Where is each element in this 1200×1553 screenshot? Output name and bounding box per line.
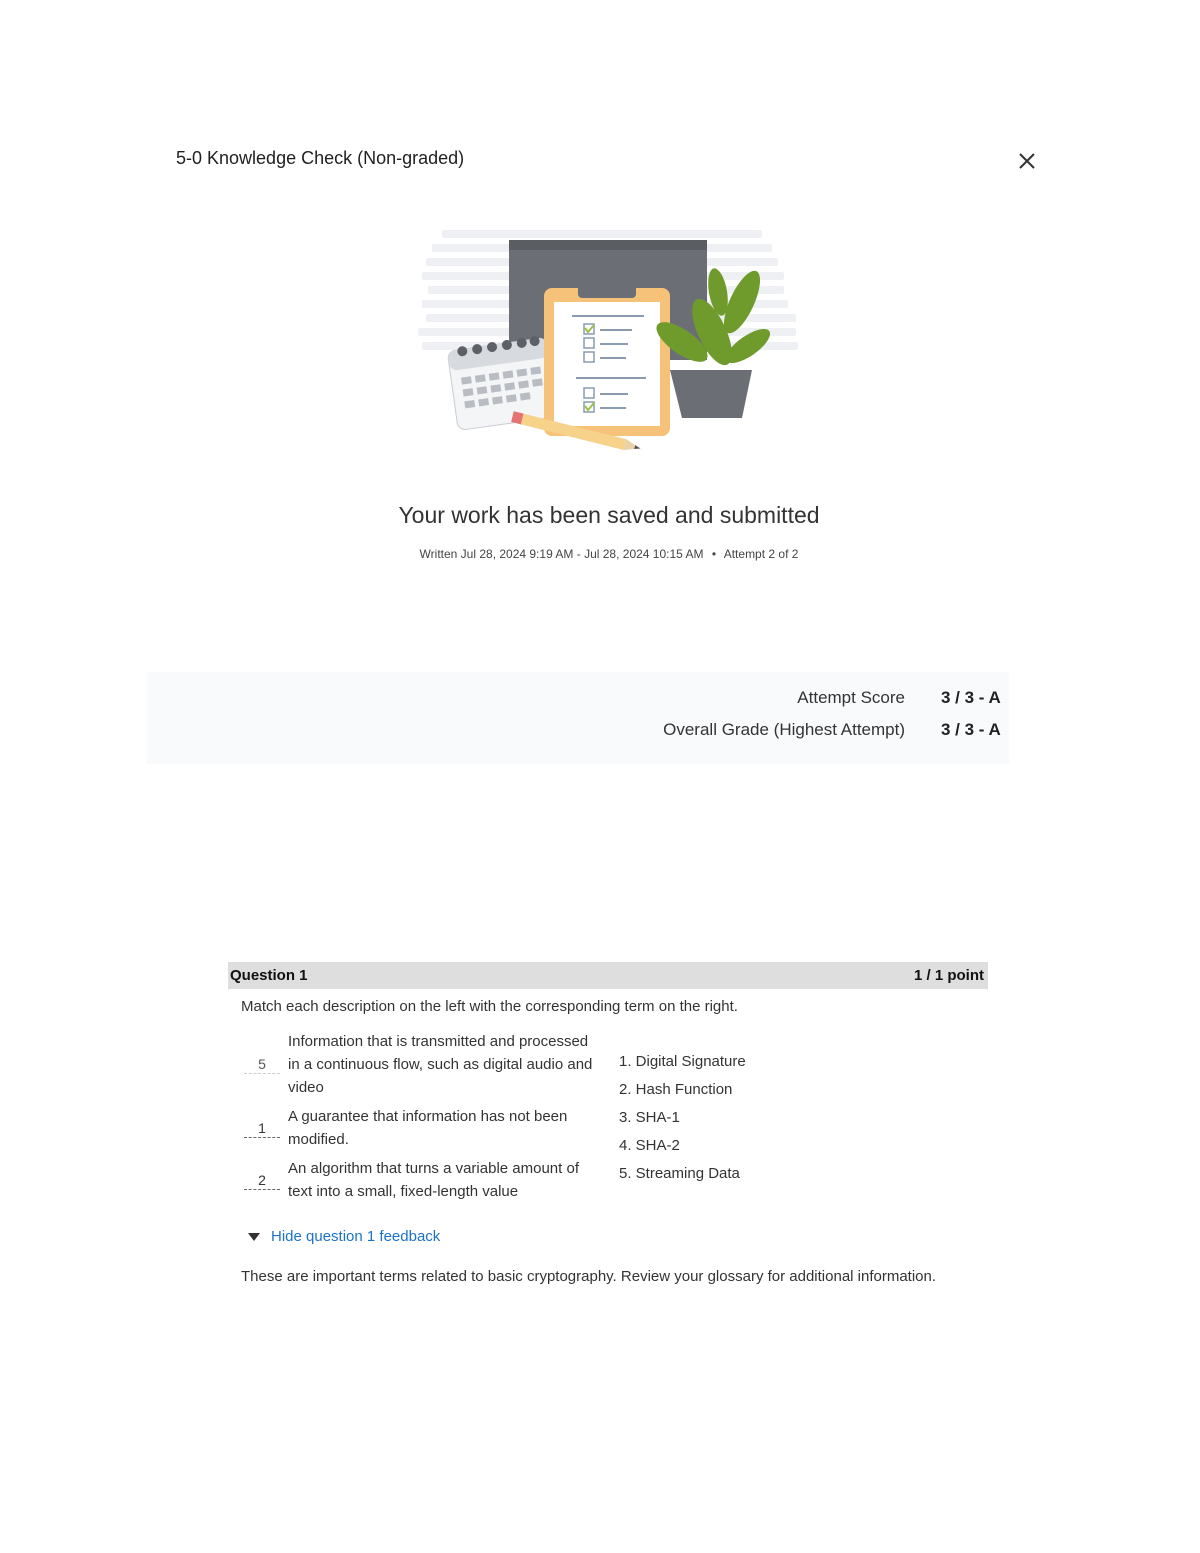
match-descriptions: [244, 1030, 604, 1209]
question-feedback: These are important terms related to basic cryptography. Review your glossary for additional information.: [241, 1268, 937, 1285]
attempt-score-label: Attempt Score: [797, 688, 905, 707]
match-description: A guarantee that information has not been modified.: [288, 1108, 568, 1148]
match-term: 5. Streaming Data: [619, 1165, 740, 1182]
overall-grade-value: 3 / 3 - A: [941, 720, 1001, 739]
hide-feedback-toggle[interactable]: [247, 1228, 440, 1245]
match-term: 4. SHA-2: [619, 1137, 680, 1154]
question-points: 1 / 1 point: [913, 967, 984, 984]
match-term: 2. Hash Function: [619, 1081, 733, 1098]
overall-grade-row: [663, 720, 1009, 740]
match-answer: 1: [244, 1119, 280, 1138]
overall-grade-label: Overall Grade (Highest Attempt): [663, 720, 905, 739]
match-terms: [619, 1048, 746, 1188]
match-item: [244, 1105, 604, 1151]
attempt-count: Attempt 2 of 2: [723, 547, 799, 561]
score-panel: [147, 672, 1009, 764]
submission-meta: [0, 547, 1200, 561]
close-button[interactable]: [1014, 148, 1040, 174]
attempt-score-value: 3 / 3 - A: [941, 688, 1001, 707]
hide-feedback-link[interactable]: Hide question 1 feedback: [271, 1228, 441, 1245]
written-timestamp: Written Jul 28, 2024 9:19 AM - Jul 28, 2024 10:15 AM: [419, 547, 704, 561]
match-answer: 2: [244, 1171, 280, 1190]
close-icon: [1014, 148, 1040, 174]
submission-headline: Your work has been saved and submitted: [398, 502, 820, 528]
attempt-score-row: [797, 688, 1009, 708]
match-term: 1. Digital Signature: [619, 1053, 746, 1070]
clipboard-checklist-illustration: [412, 222, 802, 463]
match-item: [244, 1157, 604, 1203]
match-item: [244, 1030, 604, 1099]
question-prompt: Match each description on the left with the corresponding term on the right.: [241, 998, 738, 1015]
match-term: 3. SHA-1: [619, 1109, 680, 1126]
question-title: Question 1: [230, 967, 308, 984]
match-description: An algorithm that turns a variable amount of text into a small, fixed-length value: [288, 1160, 579, 1200]
question-header: [228, 962, 988, 989]
match-description: Information that is transmitted and processed in a continuous flow, such as digital audio and video: [288, 1033, 593, 1096]
match-answer: 5: [244, 1055, 280, 1074]
separator-dot: •: [711, 547, 717, 561]
caret-down-icon: [247, 1232, 261, 1242]
dialog-title: 5-0 Knowledge Check (Non-graded): [176, 148, 465, 168]
